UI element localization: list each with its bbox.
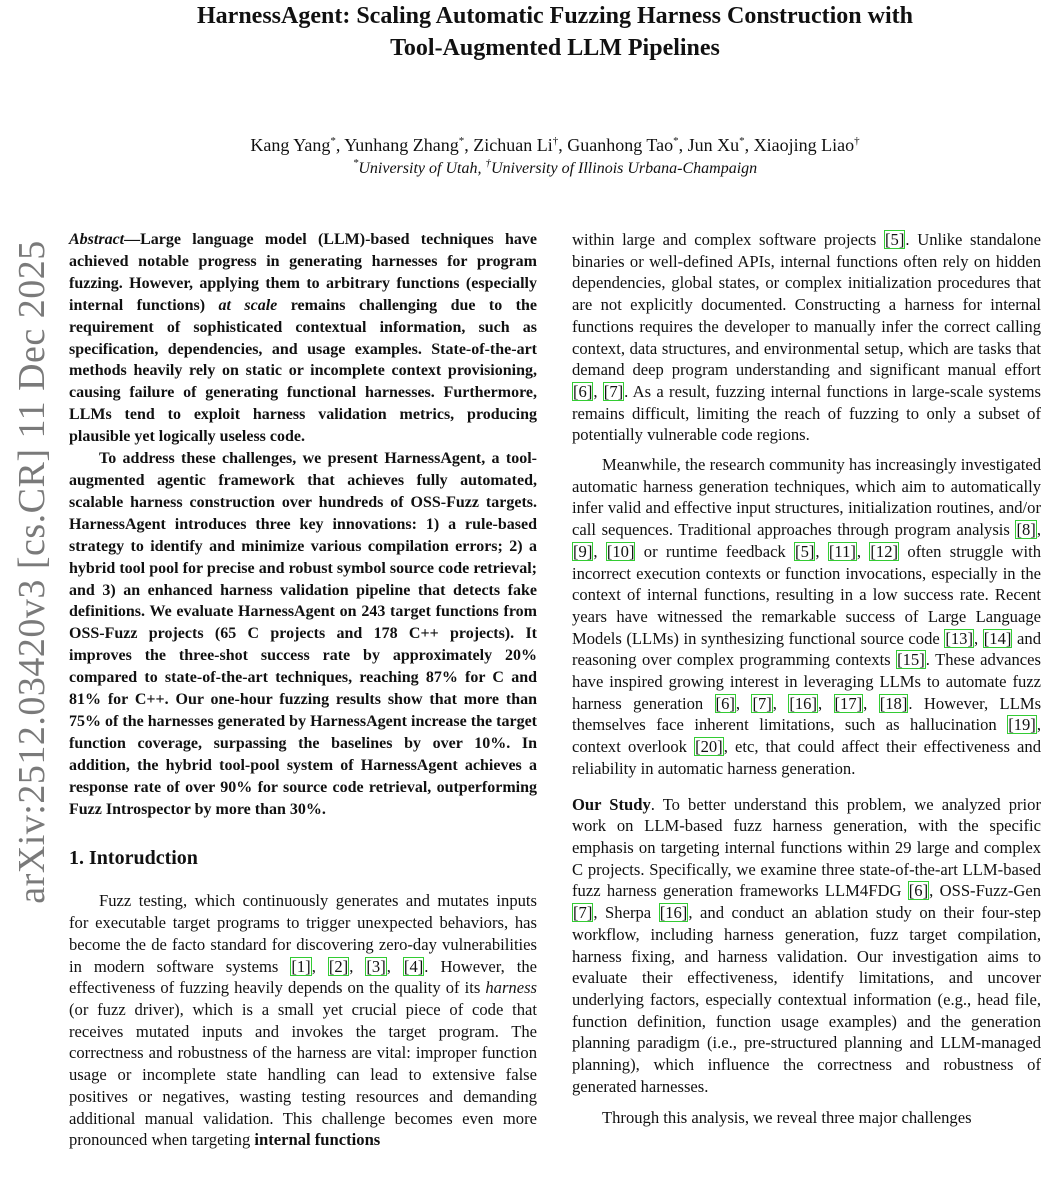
citation-link[interactable]: [3] bbox=[366, 956, 386, 976]
author: Guanhong Tao bbox=[567, 135, 674, 155]
affil-mark: * bbox=[739, 135, 745, 147]
our-study-label: Our Study bbox=[572, 794, 651, 814]
author: Xiaojing Liao bbox=[753, 135, 855, 155]
citation-link[interactable]: [19] bbox=[1008, 715, 1036, 735]
citation-link[interactable]: [7] bbox=[603, 381, 624, 401]
author: Zichuan Li bbox=[473, 135, 553, 155]
author-list: Kang Yang*, Yunhang Zhang*, Zichuan Li†, Guanhong Tao*, Jun Xu*, Xiaojing Liao† bbox=[250, 135, 860, 155]
right-paragraph-4: Through this analysis, we reveal three major challenges bbox=[602, 1108, 972, 1128]
citation-link[interactable]: [6] bbox=[715, 693, 735, 713]
citation-link[interactable]: [10] bbox=[606, 541, 635, 561]
affil-mark: * bbox=[673, 135, 679, 147]
affiliation-utah: University of Utah, bbox=[358, 160, 482, 177]
affiliation-uiuc: University of Illinois Urbana-Champaign bbox=[490, 160, 758, 177]
citation-link[interactable]: [1] bbox=[291, 956, 311, 976]
right-paragraph-our-study: Our Study. To better understand this problem, we analyzed prior work on LLM-based fuzz harness generation, with the specific emphasis on targeting internal functions within 29 large and complex C projects. Specifically, we examine three state-of-the-art LLM-based fuzz harness generation frameworks LLM4FDG [6], OSS-Fuzz-Gen [7], Sherpa [16], and conduct an ablation study on their four-step workflow, including harness generation, fuzz target compilation, harness fixing, and harness validation. Our investigation aims to evaluate their effectiveness, identify limitations, and uncover underlying factors, especially contextual information (e.g., head file, function definition, function usage examples) and the generation planning paradigm (i.e., pre-structured planning and LLM-managed planning), which influence the correctness and robustness of generated harnesses. bbox=[572, 794, 1041, 1096]
citation-link[interactable]: [17] bbox=[834, 693, 863, 713]
citation-link[interactable]: [2] bbox=[328, 956, 349, 976]
affiliations: *University of Utah, †University of Illinois Urbana-Champaign bbox=[352, 157, 758, 177]
citation-link[interactable]: [15] bbox=[897, 650, 925, 670]
citation-link[interactable]: [11] bbox=[828, 541, 856, 561]
paper-title bbox=[70, 0, 1040, 64]
section-heading-introduction: 1. Intorudction bbox=[69, 847, 198, 870]
affil-mark: * bbox=[330, 135, 336, 147]
citation-link[interactable]: [9] bbox=[573, 541, 593, 561]
left-column bbox=[69, 229, 537, 1151]
intro-paragraph-1: Fuzz testing, which continuously generates and mutates inputs for executable target programs to trigger unexpected behaviors, has become the de facto standard for discovering zero-day vulnerabilities in modern software systems [1], [2], [3], [4]. However, the effectiveness of fuzzing heavily depends on the quality of its harness (or fuzz driver), which is a small yet crucial piece of code that receives mutated inputs and invokes the target program. The correctness and robustness of the harness are vital: improper function usage or incomplete state handling can lead to extensive false positives or negatives, wasting testing resources and demanding additional manual validation. This challenge becomes even more pronounced when targeting internal functions bbox=[69, 891, 538, 1150]
right-paragraph-2: Meanwhile, the research community has increasingly investigated automatic harness generation techniques, which aim to automatically infer valid and effective input structures, initialization routines, and/or call sequences. Traditional approaches through program analysis [8], [9], [10] or runtime feedback [5], [11], [12] often struggle with incorrect execution contexts or function invocations, especially in the context of internal functions, resulting in a low success rate. Recent years have witnessed the remarkable success of Large Language Models (LLMs) in synthesizing functional source code [13], [14] and reasoning over complex programming contexts [15]. These advances have inspired growing interest in leveraging LLMs to automate fuzz harness generation [6], [7], [16], [17], [18]. However, LLMs themselves face inherent limitations, such as hallucination [19], context overlook [20], etc, that could affect their effectiveness and reliability in automatic harness generation. bbox=[572, 455, 1041, 778]
citation-link[interactable]: [12] bbox=[870, 541, 899, 561]
citation-link[interactable]: [16] bbox=[789, 693, 817, 713]
citation-link[interactable]: [6] bbox=[908, 881, 929, 901]
author: Jun Xu bbox=[687, 135, 740, 155]
citation-link[interactable]: [6] bbox=[573, 381, 593, 401]
abstract-label: Abstract bbox=[69, 231, 125, 248]
citation-link[interactable]: [7] bbox=[573, 903, 593, 923]
citation-link[interactable]: [4] bbox=[403, 956, 424, 976]
author: Kang Yang bbox=[250, 135, 331, 155]
citation-link[interactable]: [8] bbox=[1016, 520, 1036, 540]
affil-mark: † bbox=[854, 135, 860, 147]
citation-link[interactable]: [5] bbox=[795, 541, 815, 561]
affil-mark: * bbox=[458, 135, 465, 147]
citation-link[interactable]: [7] bbox=[752, 693, 772, 713]
citation-link[interactable]: [5] bbox=[885, 230, 905, 249]
citation-link[interactable]: [14] bbox=[983, 628, 1012, 648]
citation-link[interactable]: [18] bbox=[879, 693, 908, 713]
citation-link[interactable]: [16] bbox=[659, 903, 688, 923]
affil-mark: † bbox=[552, 135, 559, 147]
citation-link[interactable]: [20] bbox=[695, 737, 723, 757]
abstract-paragraph-2: To address these challenges, we present HarnessAgent, a tool-augmented agentic framework that achieves fully automated, scalable harness construction over hundreds of OSS-Fuzz targets. HarnessAgent introduces three key innovations: 1) a rule-based strategy to identify and minimize various compilation errors; 2) a hybrid tool pool for precise and robust symbol source code retrieval; and 3) an enhanced harness validation pipeline that detects fake definitions. We evaluate HarnessAgent on 243 target functions from OSS-Fuzz projects (65 C projects and 178 C++ projects). It improves the three-shot success rate by approximately 20% compared to state-of-the-art techniques, reaching 87% for C and 81% for C++. Our one-hour fuzzing results show that more than 75% of the harnesses generated by HarnessAgent increase the target function coverage, surpassing the baselines by over 10%. In addition, the hybrid tool-pool system of HarnessAgent achieves a response rate of over 90% for source code retrieval, outperforming Fuzz Introspector by more than 30%. bbox=[69, 450, 537, 818]
author: Yunhang Zhang bbox=[344, 135, 459, 155]
citation-link[interactable]: [13] bbox=[945, 628, 974, 648]
abstract-paragraph-1: Abstract—Large language model (LLM)-based techniques have achieved notable progress in generating harnesses for program fuzzing. However, applying them to arbitrary functions (especially internal functions) at scale remains challenging due to the requirement of sophisticated contextual information, such as specification, dependencies, and usage examples. State-of-the-art methods heavily rely on static or incomplete context provisioning, causing failure of generating functional harnesses. Furthermore, LLMs tend to exploit harness validation metrics, producing plausible yet logically useless code. bbox=[69, 231, 538, 446]
right-column bbox=[572, 229, 1041, 1129]
title-line-2: Tool-Augmented LLM Pipelines bbox=[390, 35, 720, 61]
right-paragraph-1: within large and complex software projects [5]. Unlike standalone binaries or well-defined APIs, internal functions often rely on hidden dependencies, global states, or complex initialization procedures that are not explicitly documented. Constructing a harness for internal functions requires the developer to manually infer the correct calling context, data structures, and environmental setup, which are tasks that demand deep program understanding and significant manual effort [6], [7]. As a result, fuzzing internal functions in large-scale systems remains difficult, limiting the reach of fuzzing to only a subset of potentially vulnerable code regions. bbox=[572, 230, 1041, 445]
title-line-1: HarnessAgent: Scaling Automatic Fuzzing Harness Construction with bbox=[197, 3, 913, 29]
arxiv-stamp: arXiv:2512.03420v3 [cs.CR] 11 Dec 2025 bbox=[11, 240, 53, 904]
